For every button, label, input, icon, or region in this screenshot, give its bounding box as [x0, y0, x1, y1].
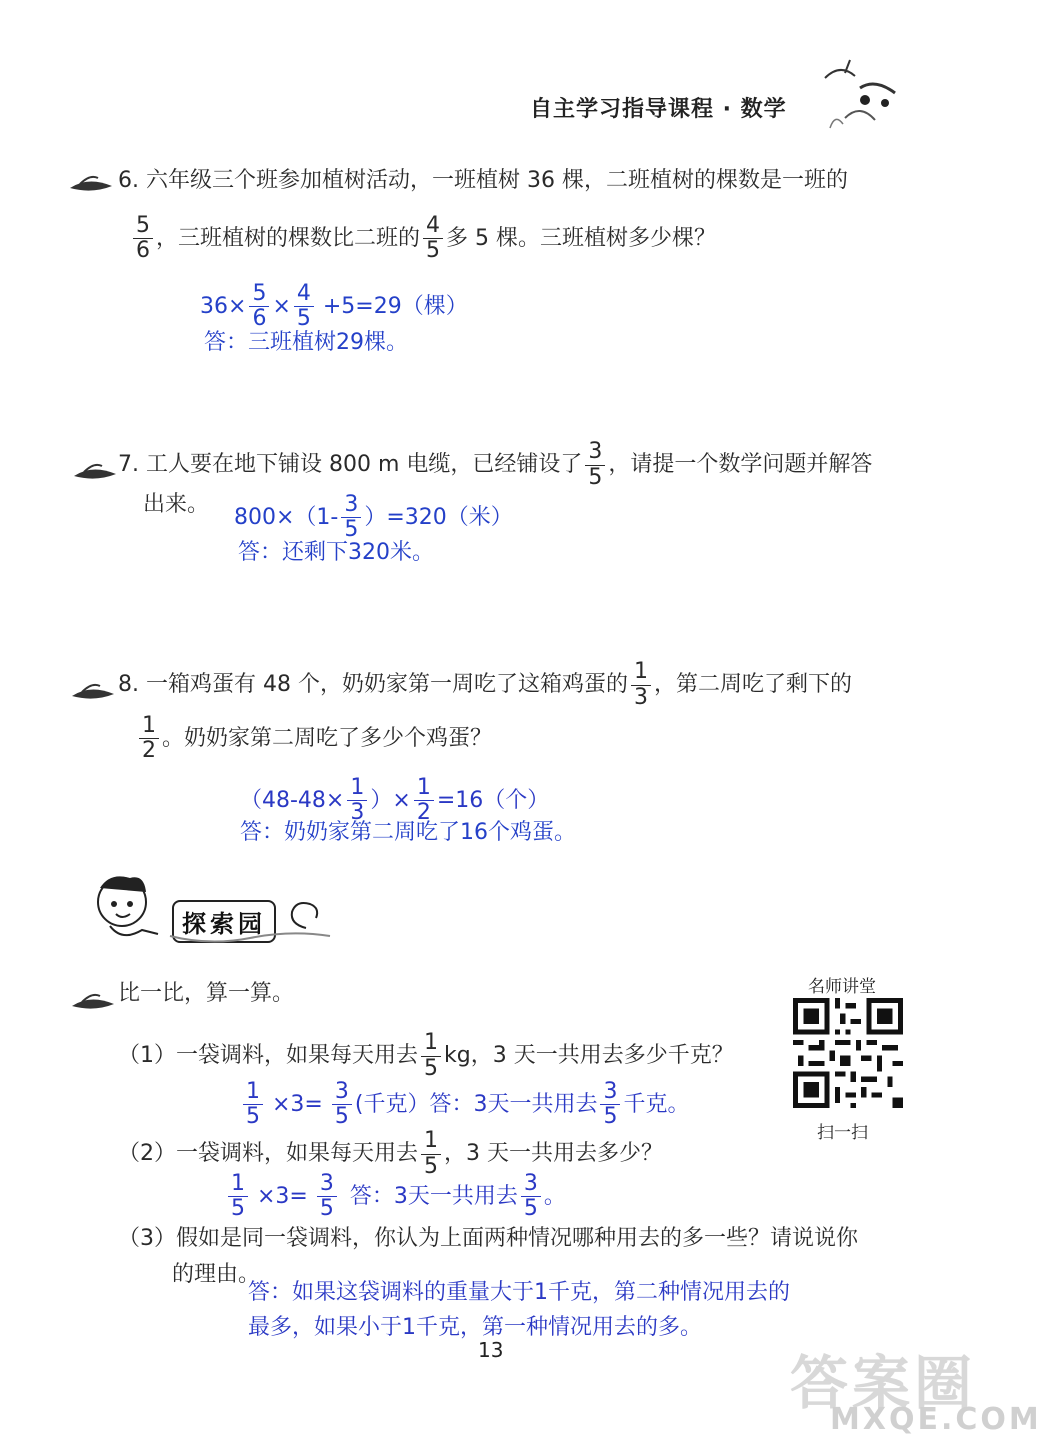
q8-line1: 8. 一箱鸡蛋有 48 个，奶奶家第一周吃了这箱鸡蛋的 $\frac{1}{3}$ ，第二周吃了剩下的 [118, 659, 852, 710]
q6-frac-b: $\frac{4}{5}$ [423, 214, 443, 263]
watermark-url: MXQE.COM [830, 1402, 1042, 1437]
compare-heading: 比一比，算一算。 [118, 981, 295, 1006]
q7-answer: 答：还剩下320米。 [238, 540, 434, 565]
compare-p3-answer-line1: 答：如果这袋调料的重量大于1千克，第二种情况用去的 [248, 1280, 790, 1305]
q8-answer: 答：奶奶家第二周吃了16个鸡蛋。 [240, 820, 576, 845]
compare-p3-line2: 的理由。 [172, 1262, 261, 1287]
cartoon-character-icon [80, 868, 170, 948]
leaf-bullet-icon [70, 680, 118, 702]
leaf-bullet-icon [70, 990, 118, 1012]
leaf-bullet-icon [68, 172, 116, 194]
section-title: 探索园 [172, 900, 276, 943]
q6-line1: 6. 六年级三个班参加植树活动，一班植树 36 棵，二班植树的棵数是一班的 [118, 168, 848, 193]
spiral-icon [286, 898, 326, 932]
qr-label: 名师讲堂 [808, 977, 876, 997]
compare-p2-answer: $\frac{1}{5}$ ×3= $\frac{3}{5}$ 答：3天一共用去 $\frac{3}{5}$ 。 [225, 1172, 566, 1221]
compare-p2-question: （2）一袋调料，如果每天用去 $\frac{1}{5}$ ，3 天一共用去多少？ [118, 1128, 663, 1179]
q6-calculation: 36× $\frac{5}{6}$ × $\frac{4}{5}$ +5=29（棵） [200, 281, 468, 332]
leaf-bullet-icon [72, 460, 120, 482]
q8-line2: $\frac{1}{2}$ 。奶奶家第二周吃了多少个鸡蛋？ [136, 714, 492, 763]
q6-answer: 答：三班植树29棵。 [204, 330, 408, 355]
q7-line1: 7. 工人要在地下铺设 800 m 电缆，已经铺设了 $\frac{3}{5}$ ，请提一个数学问题并解答 [118, 439, 873, 490]
watermark-logo: 答案圈 [790, 1349, 977, 1417]
q8-calculation: （48-48× $\frac{1}{3}$ ）× $\frac{1}{2}$ =16（个） [240, 775, 550, 826]
compare-p3-line1: （3）假如是同一袋调料，你认为上面两种情况哪种用去的多一些？请说说你 [118, 1226, 858, 1251]
page-number: 13 [478, 1338, 504, 1362]
qr-scan-label: 扫一扫 [817, 1123, 868, 1143]
q7-calculation: 800×（1- $\frac{3}{5}$ ）=320（米） [234, 492, 513, 543]
q7-line2: 出来。 [143, 492, 210, 517]
qr-code-icon[interactable] [793, 998, 903, 1108]
q6-line2: $\frac{5}{6}$ ，三班植树的棵数比二班的 $\frac{4}{5}$ 多 5 棵。三班植树多少棵？ [130, 214, 716, 263]
compare-p3-answer-line2: 最多，如果小于1千克，第一种情况用去的多。 [248, 1315, 702, 1340]
compare-p1-question: （1）一袋调料，如果每天用去 $\frac{1}{5}$ kg，3 天一共用去多少千克？ [118, 1030, 734, 1081]
header-title: 自主学习指导课程 · 数学 [530, 97, 787, 122]
sprout-decoration-icon [815, 58, 905, 138]
compare-p1-answer: $\frac{1}{5}$ ×3= $\frac{3}{5}$ (千克）答：3天一共用去 $\frac{3}{5}$ 千克。 [240, 1080, 689, 1129]
q6-frac-a: $\frac{5}{6}$ [133, 214, 153, 263]
